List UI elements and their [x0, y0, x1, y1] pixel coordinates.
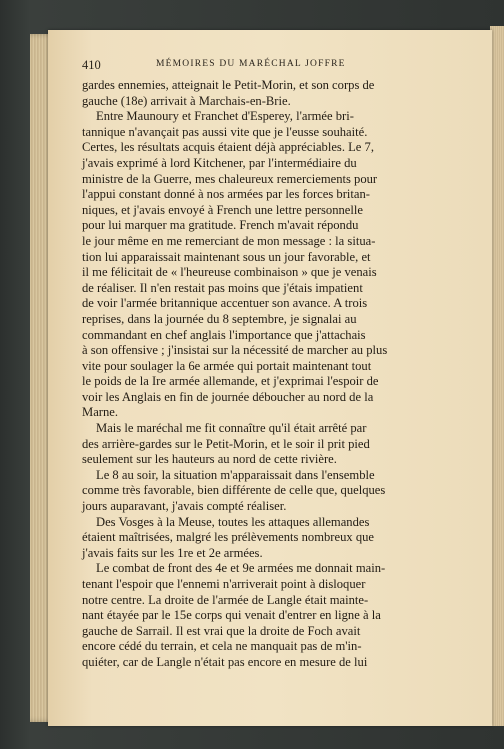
text-line: à son offensive ; j'insistai sur la nécessité de marcher au plus — [82, 343, 388, 358]
text-line: tion lui apparaissait maintenant sous un jour favorable, et — [82, 249, 371, 264]
text-line: commandant en chef anglais l'importance que j'attachais — [82, 327, 366, 342]
text-line: tannique n'avançait pas aussi vite que je l'eusse souhaité. — [82, 124, 368, 139]
text-line: étaient maîtrisées, malgré les prélèvements nombreux que — [82, 530, 374, 545]
body-text — [82, 78, 442, 671]
text-line: reprises, dans la journée du 8 septembre, je signalai au — [82, 311, 357, 326]
text-line: quiéter, car de Langle n'était pas encore en mesure de lui — [82, 654, 368, 669]
text-line: Mais le maréchal me fit connaître qu'il était arrêté par — [96, 421, 367, 436]
text-line: des arrière-gardes sur le Petit-Morin, et le soir il prit pied — [82, 436, 370, 451]
text-line: le poids de la Ire armée allemande, et j'exprimai l'espoir de — [82, 374, 379, 389]
text-line: il me félicitait de « l'heureuse combinaison » que je venais — [82, 265, 377, 280]
text-line: gardes ennemies, atteignait le Petit-Morin, et son corps de — [82, 78, 375, 92]
text-line: de réaliser. Il n'en restait pas moins que j'étais impatient — [82, 280, 363, 295]
text-line: notre centre. La droite de l'armée de Langle était mainte- — [82, 592, 369, 607]
text-line: niques, et j'avais envoyé à French une lettre personnelle — [82, 202, 363, 217]
running-title: MÉMOIRES DU MARÉCHAL JOFFRE — [156, 59, 346, 69]
text-line: jours auparavant, j'avais compté réaliser. — [82, 499, 287, 514]
running-head — [82, 58, 442, 76]
text-line: pour lui marquer ma gratitude. French m'avait répondu — [82, 218, 359, 233]
text-line: encore cédé du terrain, et cela ne manquait pas de m'in- — [82, 639, 362, 654]
text-line: vite pour soulager la 6e armée qui portait maintenant tout — [82, 358, 372, 373]
text-line: nant étayée par le 15e corps qui venait d'entrer en ligne à la — [82, 608, 381, 623]
text-line: Le 8 au soir, la situation m'apparaissait dans l'ensemble — [96, 467, 375, 482]
text-line: tenant l'espoir que l'ennemi n'arriverait point à disloquer — [82, 577, 366, 591]
text-line: le jour même en me remerciant de mon message : la situa- — [82, 233, 376, 248]
text-line: j'avais exprimé à lord Kitchener, par l'intermédiaire du — [82, 155, 357, 170]
text-line: gauche (18e) arrivait à Marchais-en-Brie. — [82, 93, 291, 108]
text-line: ministre de la Guerre, mes chaleureux remerciements pour — [82, 171, 378, 186]
page-number: 410 — [82, 58, 101, 72]
text-line: voir les Anglais en fin de journée déboucher au nord de la — [82, 389, 374, 404]
page-edges-right — [490, 26, 504, 726]
text-line: Marne. — [82, 405, 119, 420]
text-line: Des Vosges à la Meuse, toutes les attaques allemandes — [96, 514, 370, 529]
text-line: seulement sur les hauteurs au nord de cette rivière. — [82, 452, 337, 467]
text-line: Certes, les résultats acquis étaient déjà appréciables. Le 7, — [82, 140, 374, 155]
text-line: l'appui constant donné à nos armées par les forces britan- — [82, 187, 370, 202]
text-line: gauche de Sarrail. Il est vrai que la droite de Foch avait — [82, 623, 361, 638]
text-line: j'avais faits sur les 1re et 2e armées. — [82, 545, 263, 560]
text-line: Le combat de front des 4e et 9e armées me donnait main- — [96, 561, 386, 576]
text-line: de voir l'armée britannique accentuer son avance. A trois — [82, 296, 368, 311]
text-line: comme très favorable, bien différente de celle que, quelques — [82, 483, 386, 498]
text-line: Entre Maunoury et Franchet d'Esperey, l'armée bri- — [96, 109, 354, 124]
